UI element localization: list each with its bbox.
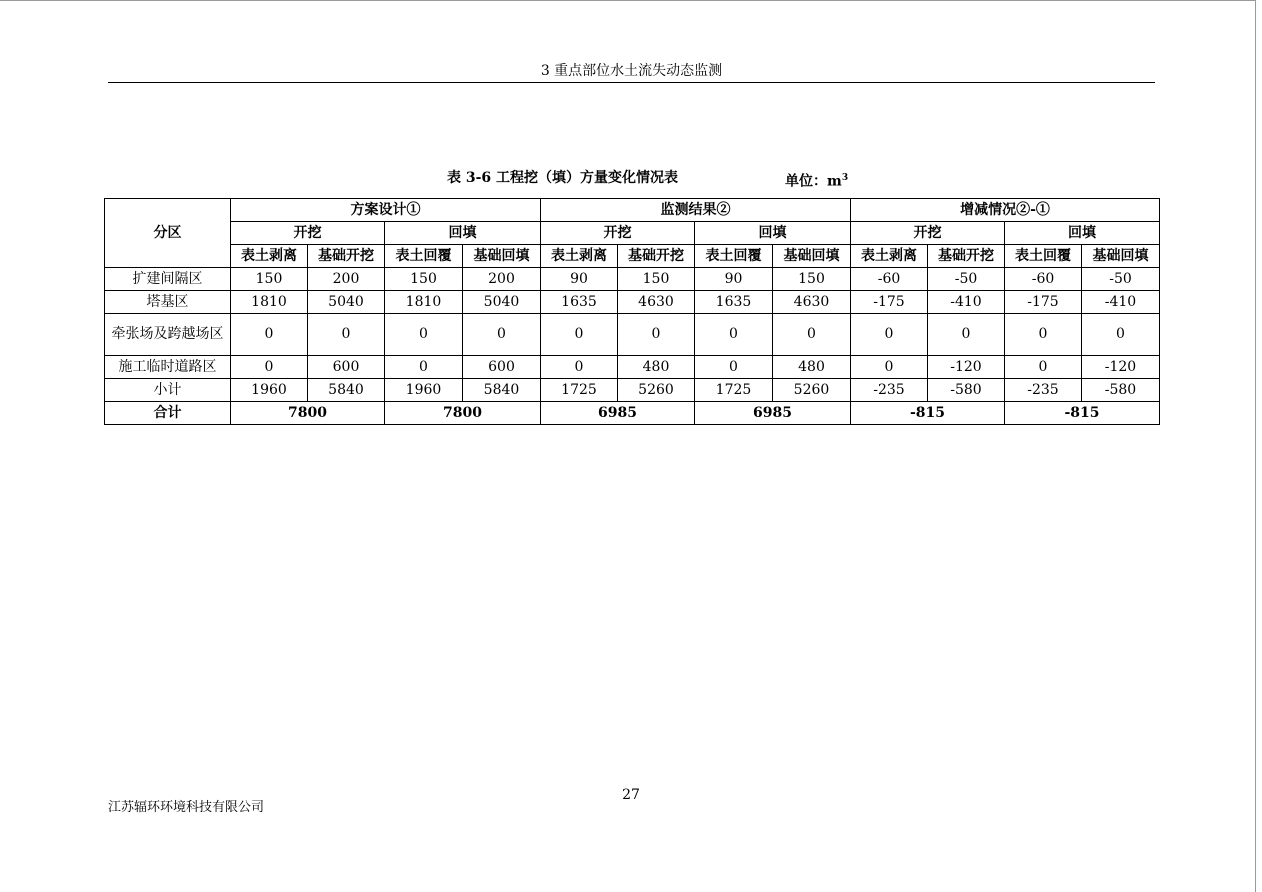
column-header: 基础回填 [773, 245, 851, 268]
value-cell: 0 [308, 314, 385, 356]
value-cell: -410 [1082, 291, 1160, 314]
value-cell: 480 [618, 356, 695, 379]
column-header: 基础回填 [1082, 245, 1160, 268]
group-header-row [105, 199, 1160, 222]
column-header: 表土剥离 [231, 245, 308, 268]
column-header: 基础开挖 [928, 245, 1005, 268]
value-cell: 4630 [773, 291, 851, 314]
value-cell: 150 [618, 268, 695, 291]
subgroup-header: 回填 [1005, 222, 1160, 245]
value-cell: -580 [1082, 379, 1160, 402]
value-cell: 4630 [618, 291, 695, 314]
value-cell: 0 [231, 314, 308, 356]
value-cell: 1810 [231, 291, 308, 314]
value-cell: 90 [695, 268, 773, 291]
column-header: 表土剥离 [541, 245, 618, 268]
unit-superscript: 3 [841, 173, 849, 183]
total-cell: -815 [851, 402, 1005, 425]
earthwork-table [104, 198, 1160, 425]
value-cell: 1810 [385, 291, 463, 314]
total-cell: 6985 [695, 402, 851, 425]
value-cell: 1960 [231, 379, 308, 402]
value-cell: 600 [463, 356, 541, 379]
table-row [105, 291, 1160, 314]
column-header: 表土剥离 [851, 245, 928, 268]
total-cell: 7800 [231, 402, 385, 425]
value-cell: 0 [385, 356, 463, 379]
value-cell: 0 [231, 356, 308, 379]
value-cell: 150 [773, 268, 851, 291]
value-cell: 600 [308, 356, 385, 379]
value-cell: 0 [1082, 314, 1160, 356]
value-cell: 0 [928, 314, 1005, 356]
value-cell: 0 [385, 314, 463, 356]
value-cell: 0 [851, 356, 928, 379]
page-number: 27 [622, 787, 640, 803]
zone-cell: 塔基区 [105, 291, 231, 314]
column-header: 表土回覆 [695, 245, 773, 268]
column-header-row [105, 245, 1160, 268]
header-rule [108, 82, 1155, 83]
value-cell: 0 [695, 356, 773, 379]
value-cell: 480 [773, 356, 851, 379]
value-cell: 1960 [385, 379, 463, 402]
zone-cell: 小计 [105, 379, 231, 402]
unit-text: 单位：m [785, 173, 842, 190]
subgroup-header-row [105, 222, 1160, 245]
page-border [0, 0, 1262, 1]
group-header-design: 方案设计① [231, 199, 541, 222]
value-cell: -50 [928, 268, 1005, 291]
total-row [105, 402, 1160, 425]
subgroup-header: 回填 [695, 222, 851, 245]
value-cell: 5040 [463, 291, 541, 314]
unit-label [785, 169, 848, 191]
column-header: 基础回填 [463, 245, 541, 268]
subgroup-header: 开挖 [231, 222, 385, 245]
total-cell: 6985 [541, 402, 695, 425]
table-row [105, 314, 1160, 356]
value-cell: 1725 [541, 379, 618, 402]
value-cell: -175 [851, 291, 928, 314]
value-cell: -580 [928, 379, 1005, 402]
value-cell: 5260 [773, 379, 851, 402]
subtotal-row [105, 379, 1160, 402]
value-cell: 5040 [308, 291, 385, 314]
zone-header: 分区 [105, 199, 231, 268]
value-cell: 5260 [618, 379, 695, 402]
value-cell: -60 [1005, 268, 1082, 291]
value-cell: -175 [1005, 291, 1082, 314]
column-header: 表土回覆 [1005, 245, 1082, 268]
value-cell: 1635 [695, 291, 773, 314]
value-cell: -50 [1082, 268, 1160, 291]
value-cell: 0 [851, 314, 928, 356]
value-cell: -60 [851, 268, 928, 291]
value-cell: 150 [231, 268, 308, 291]
total-cell: 7800 [385, 402, 541, 425]
running-header: 3 重点部位水土流失动态监测 [540, 63, 723, 79]
subgroup-header: 回填 [385, 222, 541, 245]
total-label: 合计 [105, 402, 231, 425]
value-cell: 0 [541, 314, 618, 356]
value-cell: 200 [308, 268, 385, 291]
value-cell: 0 [695, 314, 773, 356]
value-cell: 0 [1005, 314, 1082, 356]
value-cell: -120 [1082, 356, 1160, 379]
zone-cell: 施工临时道路区 [105, 356, 231, 379]
column-header: 基础开挖 [308, 245, 385, 268]
value-cell: -120 [928, 356, 1005, 379]
table-caption: 表 3-6 工程挖（填）方量变化情况表 [447, 170, 679, 186]
value-cell: -235 [1005, 379, 1082, 402]
value-cell: 0 [463, 314, 541, 356]
page-edge [1255, 0, 1262, 892]
zone-cell: 扩建间隔区 [105, 268, 231, 291]
value-cell: 150 [385, 268, 463, 291]
value-cell: 1635 [541, 291, 618, 314]
table-row [105, 356, 1160, 379]
value-cell: 5840 [308, 379, 385, 402]
total-cell: -815 [1005, 402, 1160, 425]
value-cell: -410 [928, 291, 1005, 314]
value-cell: 90 [541, 268, 618, 291]
value-cell: 5840 [463, 379, 541, 402]
value-cell: 0 [773, 314, 851, 356]
value-cell: 0 [541, 356, 618, 379]
column-header: 表土回覆 [385, 245, 463, 268]
subgroup-header: 开挖 [541, 222, 695, 245]
group-header-monitor: 监测结果② [541, 199, 851, 222]
subgroup-header: 开挖 [851, 222, 1005, 245]
company-name: 江苏辐环环境科技有限公司 [108, 800, 265, 815]
table-row [105, 268, 1160, 291]
value-cell: 200 [463, 268, 541, 291]
value-cell: 0 [1005, 356, 1082, 379]
value-cell: 1725 [695, 379, 773, 402]
column-header: 基础开挖 [618, 245, 695, 268]
value-cell: 0 [618, 314, 695, 356]
zone-cell: 牵张场及跨越场区 [105, 314, 231, 356]
group-header-change: 增减情况②-① [851, 199, 1160, 222]
value-cell: -235 [851, 379, 928, 402]
